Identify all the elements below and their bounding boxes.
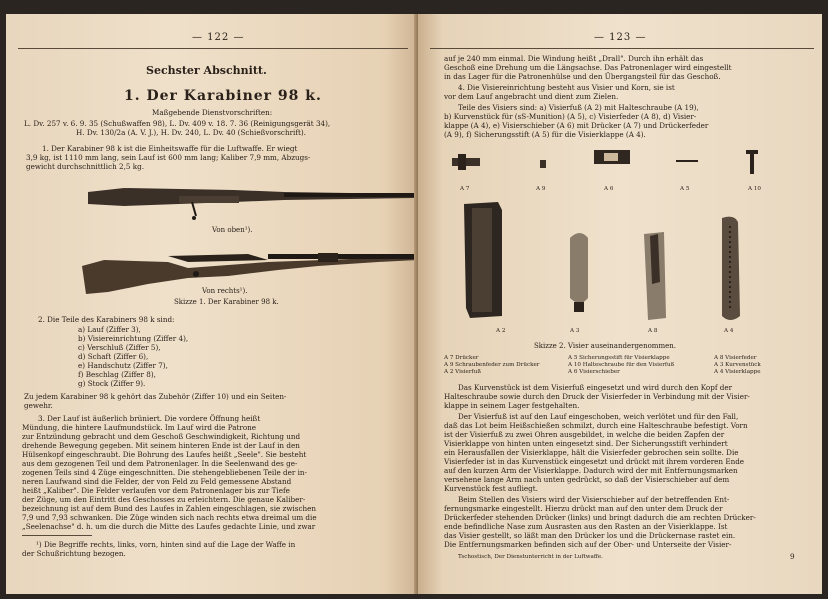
para3-line: der Züge, um den Eintritt des Geschosses zu erleichtern. Die genaue Kaliber- [22, 495, 306, 504]
top-text-line: Teile des Visiers sind: a) Visierfuß (A 2) mit Halteschraube (A 19), [458, 103, 699, 112]
para3-line: heißt „Kaliber". Die Felder verlaufen vor dem Patronenlager bis zur Tiefe [22, 486, 290, 495]
body-line: fernungsmarke eingestellt. Hierzu drückt man auf den unter dem Druck der [444, 504, 723, 513]
para3-line: Mündung, die hintere Laufmundstück. Im Lauf wird die Patrone [22, 423, 257, 432]
para3-line: drehende Bewegung gegeben. Mit seinem hinteren Ende ist der Lauf in den [22, 441, 300, 450]
part-label: A 9 [536, 186, 546, 192]
body-line: Visierfeder ist in das Kurvenstück eingesetzt und drückt mit ihrem vorderen Ende [444, 457, 745, 466]
caption-side-view: Von rechts¹). [202, 287, 248, 295]
rifle-side-view-image [78, 240, 418, 300]
parts-item: d) Schaft (Ziffer 6), [78, 352, 149, 361]
part-label: A 6 [604, 186, 614, 192]
top-text-line: in das Lager für die Patronenhülse und den Übergangsteil für das Geschoß. [444, 72, 721, 81]
top-text-line: (A 9), f) Sicherungsstift (A 5) für die Visierklappe (A 4). [444, 130, 646, 139]
part-label: A 4 [724, 328, 734, 334]
body-line: daß das Lot beim Heißschießen schmilzt, durch eine Halteschraube befestigt. Vorn [444, 421, 748, 430]
para3-line: „Seelenachse" d. h. um die durch die Mitte des Laufes gedachte Linie, und zwar [22, 522, 316, 531]
body-line: ist der Visierfuß zu zwei Ohren ausgebildet, in welche die beiden Zapfen der [444, 430, 725, 439]
legend-item: A 3 Kurvenstück [714, 362, 761, 368]
para3-line: Hülsenkopf eingeschraubt. Die Bohrung des Laufes heißt „Seele". Sie besteht [22, 450, 307, 459]
figure-caption-2: Skizze 2. Visier auseinandergenommen. [534, 342, 676, 350]
chapter-heading: 1. Der Karabiner 98 k. [124, 88, 322, 104]
parts-item: a) Lauf (Ziffer 3), [78, 325, 141, 334]
top-text-line: b) Kurvenstück für (sS-Munition) (A 5), c) Visierfeder (A 8), d) Visier- [444, 112, 697, 121]
legend-item: A 8 Visierfeder [714, 355, 757, 361]
legend-item: A 5 Sicherungsstift für Visierklappe [568, 355, 670, 361]
parts-item: b) Visiereinrichtung (Ziffer 4), [78, 334, 189, 343]
body-line: Der Visierfuß ist auf den Lauf eingeschoben, weich verlötet und für den Fall, [458, 412, 739, 421]
part-label: A 5 [680, 186, 690, 192]
part-label: A 2 [496, 328, 506, 334]
body-line: Beim Stellen des Visiers wird der Visierschieber auf der betreffenden Ent- [458, 495, 730, 504]
caption-top-view: Von oben¹). [212, 226, 253, 234]
left-page-number: — 122 — [192, 32, 245, 43]
page-footer: Tschostisch, Der Dienstunterricht in der Luftwaffe. [458, 554, 603, 560]
legend-item: A 10 Halteschraube für den Visierfuß [568, 362, 675, 368]
body-line: Kurvenstück fest aufliegt. [444, 484, 538, 493]
accessory-line: gewehr. [24, 401, 53, 410]
para1-line: 3,9 kg, ist 1110 mm lang, sein Lauf ist 600 mm lang; Kaliber 7,9 mm, Abzugs- [26, 153, 311, 162]
para3-line: zogenen Teils sind 4 Züge eingeschnitten. Die stehengebliebenen Teile der in- [22, 468, 307, 477]
footnote-line: ¹) Die Begriffe rechts, links, vorn, hinten sind auf die Lage der Waffe in [36, 540, 296, 549]
body-line: Das Kurvenstück ist dem Visierfuß eingesetzt und wird durch den Kopf der [458, 383, 733, 392]
part-label: A 3 [570, 328, 580, 334]
body-line: klappe in seinem Lager festgehalten. [444, 401, 580, 410]
para3-line: zur Entzündung gebracht und dem Geschoß Geschwindigkeit, Richtung und [22, 432, 301, 441]
legend-item: A 7 Drücker [444, 355, 479, 361]
para1-line: gewicht durchschnittlich 2,5 kg. [26, 162, 144, 171]
footnote-rule [22, 535, 92, 536]
body-line: das Visier gestellt, so läßt man den Drücker los und die Drückernase rastet ein. [444, 531, 736, 540]
left-header-rule [18, 48, 408, 49]
regs-line-1: L. Dv. 257 v. 6. 9. 35 (Schußwaffen 98), L. Dv. 409 v. 18. 7. 36 (Reinigungsgerät 34), [24, 119, 331, 128]
part-label: A 10 [748, 186, 761, 192]
parts-item: c) Verschluß (Ziffer 5), [78, 343, 161, 352]
right-header-rule [430, 48, 814, 49]
para1-line: 1. Der Karabiner 98 k ist die Einheitswaffe für die Luftwaffe. Er wiegt [42, 144, 298, 153]
regs-title: Maßgebende Dienstvorschriften: [152, 108, 273, 117]
left-page [6, 14, 418, 594]
regs-line-2: H. Dv. 130/2a (A. V. J.), H. Dv. 240, L. Dv. 40 (Schießvorschrift). [76, 128, 306, 137]
para3-line: bezeichnung ist auf dem Bund des Laufes in Zahlen eingeschlagen, sie zwischen [22, 504, 317, 513]
right-page-number: — 123 — [594, 32, 647, 43]
legend-item: A 6 Visierschieber [568, 369, 620, 375]
accessory-line: Zu jedem Karabiner 98 k gehört das Zubehör (Ziffer 10) und ein Seiten- [24, 392, 287, 401]
legend-item: A 2 Visierfuß [444, 369, 481, 375]
part-label: A 7 [460, 186, 470, 192]
top-text-line: 4. Die Visiereinrichtung besteht aus Visier und Korn, sie ist [458, 83, 675, 92]
body-line: Visierklappe von hinten unten eingesetzt sind. Der Sicherungsstift verhindert [444, 439, 728, 448]
top-text-line: klappe (A 4), e) Visierschieber (A 6) mit Drücker (A 7) und Drückerfeder [444, 121, 709, 130]
para3-line: 7,9 und 7,93 schwanken. Die Züge winden sich nach rechts etwa dreimal um die [22, 513, 317, 522]
body-line: Halteschraube sowie durch den Druck der Visierfeder in Verbindung mit der Visier- [444, 392, 750, 401]
top-text-line: Geschoß eine Drehung um die Längsachse. Das Patronenlager wird eingestellt [444, 63, 732, 72]
body-line: auf den kurzen Arm der Visierklappe. Dadurch wird der mit Entfernungsmarken [444, 466, 738, 475]
parts-intro: 2. Die Teile des Karabiners 98 k sind: [38, 315, 175, 324]
body-line: ein Herausfallen der Visierklappe, hält die Visierfeder gebrochen sein sollte. Die [444, 448, 739, 457]
body-line: Die Entfernungsmarken befinden sich auf der Ober- und Unterseite der Visier- [444, 540, 732, 549]
visier-large-parts-image [458, 198, 758, 324]
visier-small-parts-image [444, 148, 804, 184]
para3-line: 3. Der Lauf ist äußerlich brüniert. Die vordere Öffnung heißt [38, 414, 261, 423]
top-text-line: vor dem Lauf angebracht und dient zum Zielen. [444, 92, 619, 101]
section-heading: Sechster Abschnitt. [146, 64, 267, 77]
body-line: Drückerfeder stehenden Drücker (links) und bringt dadurch die am rechten Drücker- [444, 513, 756, 522]
footnote-line: der Schußrichtung bezogen. [22, 549, 126, 558]
body-line: ende befindliche Nase zum Ausrasten aus den Rasten an der Visierklappe. Ist [444, 522, 728, 531]
body-line: versehene lange Arm nach unten gedrückt, so daß der Visierschieber auf dem [444, 475, 730, 484]
legend-item: A 4 Visierklappe [714, 369, 761, 375]
figure-caption-1: Skizze 1. Der Karabiner 98 k. [174, 298, 279, 306]
para3-line: neren Laufwand sind die Felder, der von Feld zu Feld gemessene Abstand [22, 477, 292, 486]
right-page [418, 14, 822, 594]
rifle-top-view-image [84, 178, 418, 222]
para3-line: aus dem gezogenen Teil und dem Patronenlager. In die Seelenwand des ge- [22, 459, 298, 468]
parts-item: g) Stock (Ziffer 9). [78, 379, 146, 388]
legend-item: A 9 Schraubenfeder zum Drücker [444, 362, 540, 368]
part-label: A 8 [648, 328, 658, 334]
parts-item: f) Beschlag (Ziffer 8), [78, 370, 156, 379]
parts-item: e) Handschutz (Ziffer 7), [78, 361, 168, 370]
signature-number: 9 [790, 552, 795, 561]
top-text-line: auf je 240 mm einmal. Die Windung heißt „Drall". Durch ihn erhält das [444, 54, 704, 63]
